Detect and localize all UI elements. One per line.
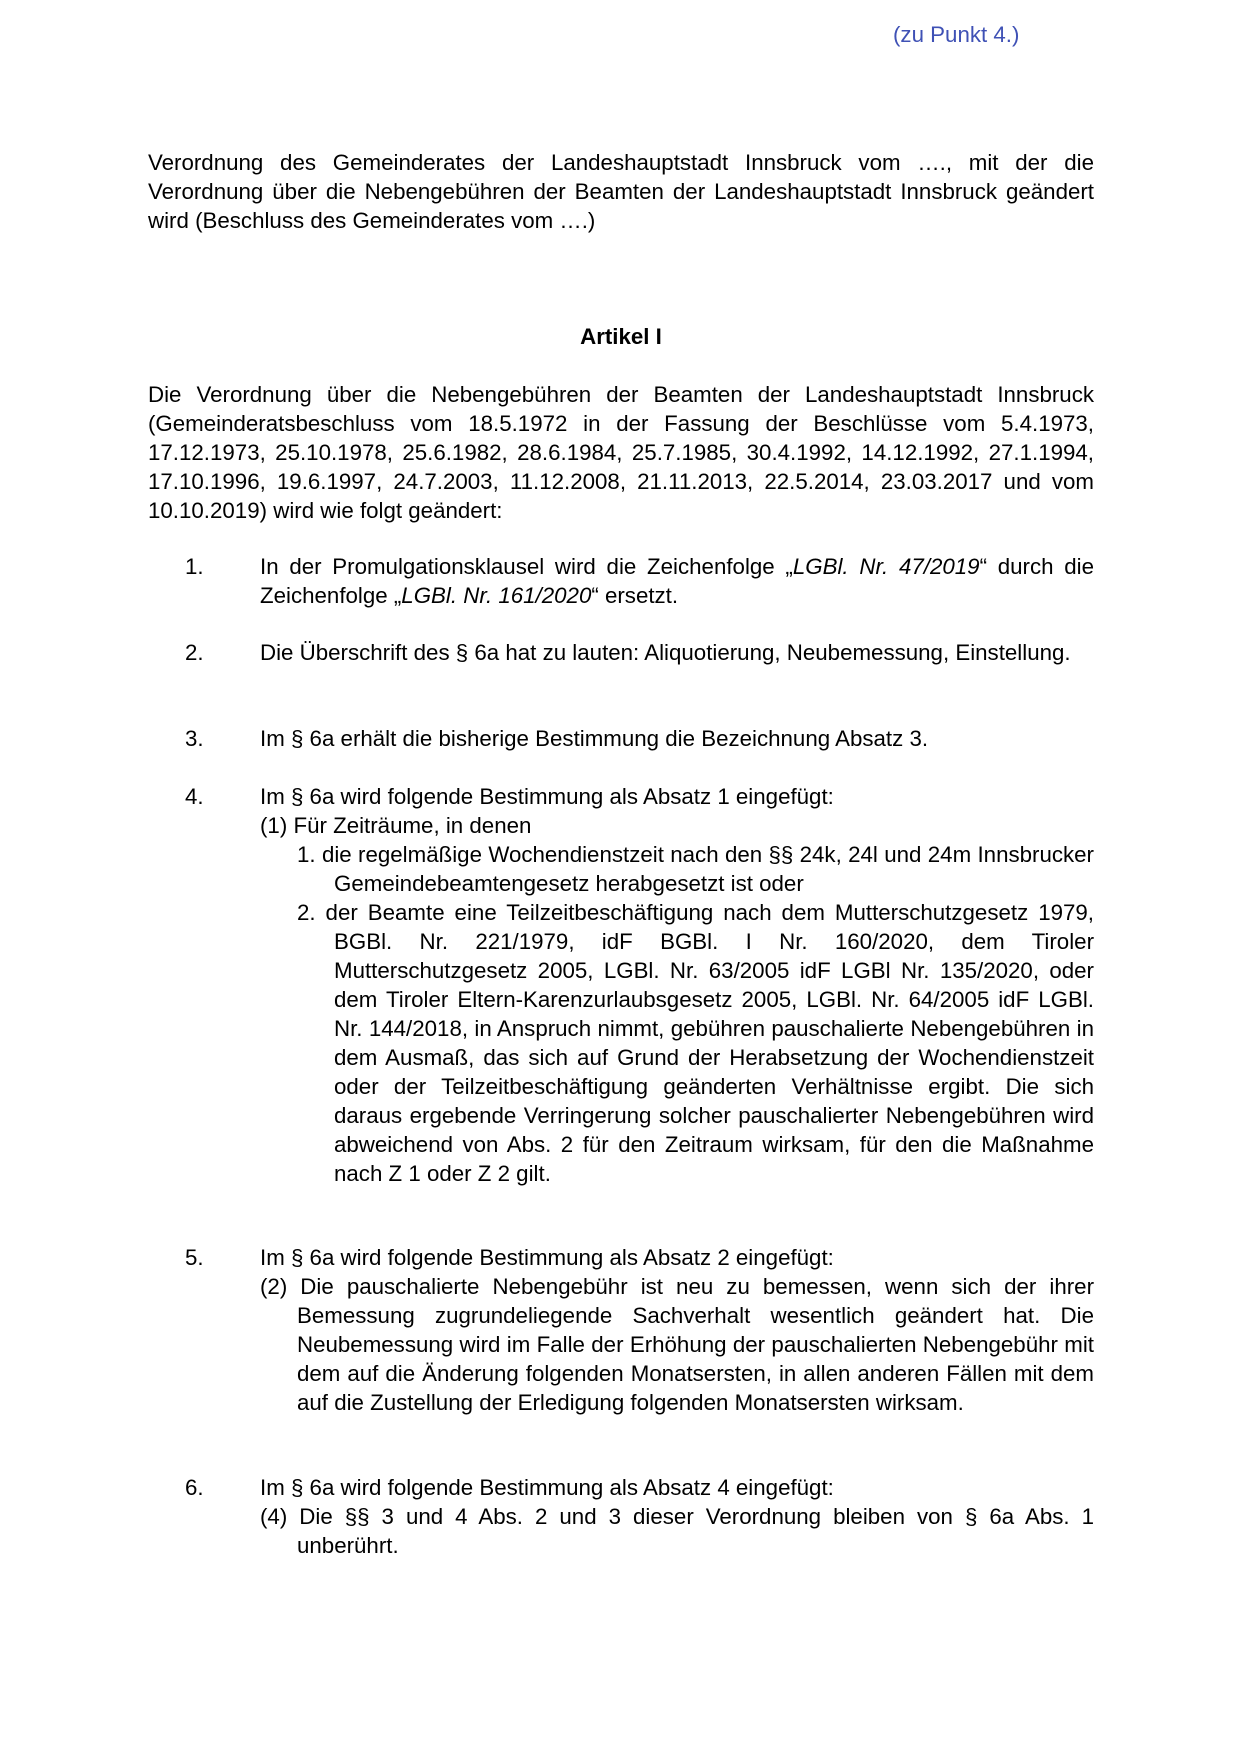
agenda-reference: (zu Punkt 4.) (893, 22, 1020, 47)
item-text: Im § 6a wird folgende Bestimmung als Absatz 1 eingefügt: (260, 784, 834, 809)
item-number: 1. (185, 554, 204, 579)
subitem-1: 1. die regelmäßige Wochendienstzeit nach den §§ 24k, 24l und 24m Innsbrucker Gemeindebeamtengesetz herabgesetzt ist oder (297, 842, 1094, 896)
item-text: Im § 6a wird folgende Bestimmung als Absatz 2 eingefügt: (260, 1245, 834, 1270)
item-number: 5. (185, 1245, 204, 1270)
item-body (260, 1473, 1094, 1560)
citation-old: LGBl. Nr. 47/2019 (792, 554, 980, 579)
item-body (260, 1243, 1094, 1417)
item-text: Im § 6a erhält die bisherige Bestimmung die Bezeichnung Absatz 3. (260, 726, 929, 751)
paragraph-1-intro: (1) Für Zeiträume, in denen (260, 813, 532, 838)
paragraph-2-text: (2) Die pauschalierte Nebengebühr ist neu zu bemessen, wenn sich der ihrer Bemessung zugrundeliegende Sachverhalt wesentlich geändert hat. Die Neubemessung wird im Falle der Erhöhung der pauschalierten Nebengebühr mit dem auf die Änderung folgenden Monatsersten, in allen anderen Fällen mit dem auf die Zustellung der Erledigung folgenden Monatsersten wirksam. (260, 1274, 1094, 1415)
item-text: In der Promulgationsklausel wird die Zeichenfolge „LGBl. Nr. 47/2019“ durch die Zeichenfolge „LGBl. Nr. 161/2020“ ersetzt. (260, 554, 1094, 608)
citation-new: LGBl. Nr. 161/2020 (401, 583, 592, 608)
item-number: 6. (185, 1475, 204, 1500)
item-number: 4. (185, 784, 204, 809)
item-number: 2. (185, 640, 204, 665)
item-text: Die Überschrift des § 6a hat zu lauten: Aliquotierung, Neubemessung, Einstellung. (260, 640, 1071, 665)
item-text: Im § 6a wird folgende Bestimmung als Absatz 4 eingefügt: (260, 1475, 834, 1500)
subitem-2: 2. der Beamte eine Teilzeitbeschäftigung nach dem Mutterschutzgesetz 1979, BGBl. Nr. 221/1979, idF BGBl. I Nr. 160/2020, dem Tiroler Mutterschutzgesetz 2005, LGBl. Nr. 63/2005 idF LGBl Nr. 135/2020, oder dem Tiroler Eltern-Karenzurlaubsgesetz 2005, LGBl. Nr. 64/2005 idF LGBl. Nr. 144/2018, in Anspruch nimmt, gebühren pauschalierte Nebengebühren in dem Ausmaß, das sich auf Grund der Herabsetzung der Wochendienstzeit oder der Teilzeitbeschäftigung geänderten Verhältnisse ergibt. Die sich daraus ergebende Verringerung solcher pauschalierter Nebengebühren wird abweichend von Abs. 2 für den Zeitraum wirksam, für den die Maßnahme nach Z 1 oder Z 2 gilt. (297, 900, 1094, 1186)
article-heading: Artikel I (580, 324, 662, 349)
preamble-paragraph: Die Verordnung über die Nebengebühren der Beamten der Landeshauptstadt Innsbruck (Gemeinderatsbeschluss vom 18.5.1972 in der Fassung der Beschlüsse vom 5.4.1973, 17.12.1973, 25.10.1978, 25.6.1982, 28.6.1984, 25.7.1985, 30.4.1992, 14.12.1992, 27.1.1994, 17.10.1996, 19.6.1997, 24.7.2003, 11.12.2008, 21.11.2013, 22.5.2014, 23.03.2017 und vom 10.10.2019) wird wie folgt geändert: (148, 382, 1094, 523)
item-number: 3. (185, 726, 204, 751)
paragraph-4-text: (4) Die §§ 3 und 4 Abs. 2 und 3 dieser Verordnung bleiben von § 6a Abs. 1 unberührt. (260, 1504, 1094, 1558)
item-body (260, 782, 1094, 1188)
ordinance-title: Verordnung des Gemeinderates der Landeshauptstadt Innsbruck vom …., mit der die Verordnung über die Nebengebühren der Beamten der Landeshauptstadt Innsbruck geändert wird (Beschluss des Gemeinderates vom ….) (148, 150, 1094, 233)
